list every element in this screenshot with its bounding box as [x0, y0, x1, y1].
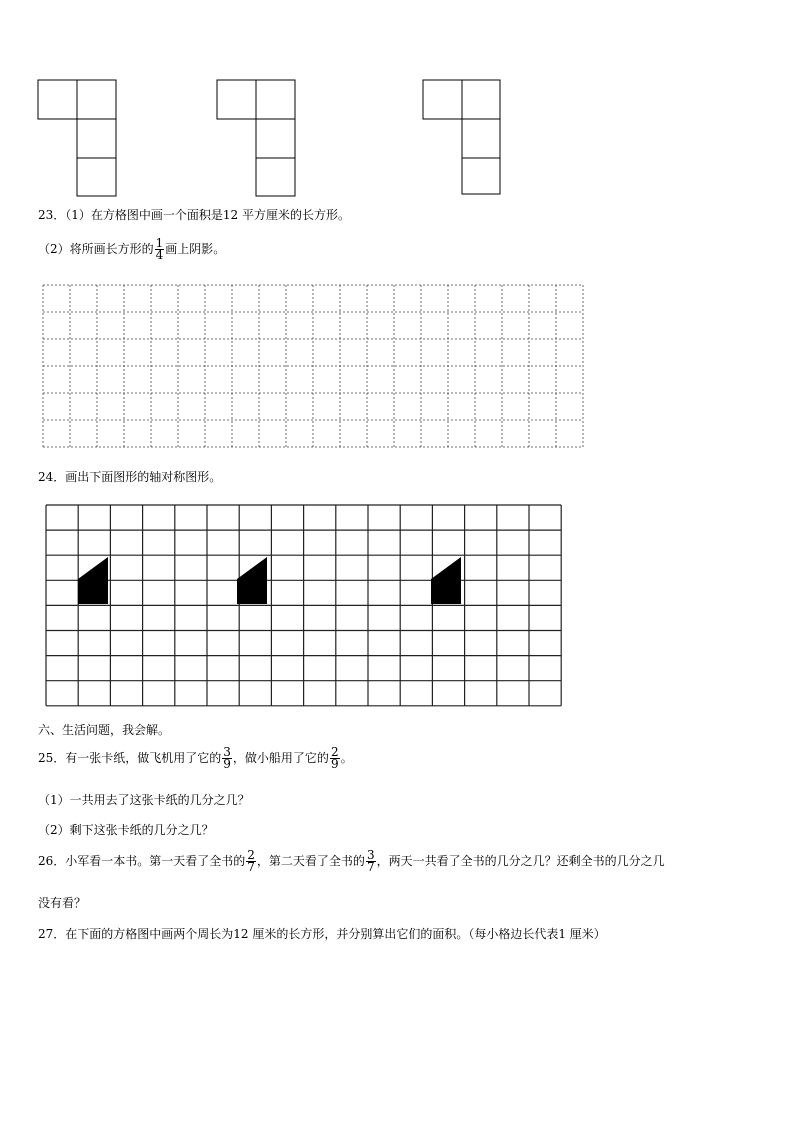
q25-mid: ，做小船用了它的 [232, 751, 329, 765]
grid-q24 [46, 505, 561, 706]
shaded-trapezoid-2 [237, 557, 267, 604]
q23-line2 [38, 238, 225, 261]
fraction-numerator: 1 [155, 236, 164, 250]
fraction-one-quarter [155, 238, 165, 261]
net-figure-3 [423, 80, 500, 194]
fraction-three-ninths [222, 747, 232, 770]
q25-question [38, 747, 353, 770]
dashed-grid-q23 [43, 285, 583, 447]
fraction-denominator: 9 [223, 757, 231, 771]
section6-title: 六、生活问题，我会解。 [38, 723, 171, 737]
q26-line2: 没有看？ [38, 896, 87, 910]
shaded-trapezoid-1 [78, 557, 108, 604]
fraction-two-ninths [330, 747, 340, 770]
fraction-three-sevenths [366, 850, 376, 873]
q26-question [38, 850, 665, 873]
q25-post: 。 [340, 751, 353, 765]
shaded-trapezoid-3 [431, 557, 461, 604]
fraction-numerator: 2 [247, 848, 255, 862]
q26-pre: 26．小军看一本书。第一天看了全书的 [38, 854, 246, 868]
fraction-denominator: 7 [366, 860, 375, 874]
q26-post: ，两天一共看了全书的几分之几？还剩全书的几分之几 [376, 854, 665, 868]
q26-mid: ，第二天看了全书的 [256, 854, 365, 868]
fraction-numerator: 2 [330, 745, 339, 759]
fraction-denominator: 9 [330, 757, 339, 771]
q25-sub1: （1）一共用去了这张卡纸的几分之几？ [38, 793, 250, 807]
q23-line2-post: 画上阴影。 [165, 242, 226, 256]
fraction-numerator: 3 [223, 745, 231, 759]
net-figure-1 [38, 80, 116, 196]
fraction-numerator: 3 [366, 848, 375, 862]
net-figure-2 [217, 80, 295, 196]
fraction-denominator: 4 [155, 248, 164, 262]
q23-line2-pre: （2）将所画长方形的 [38, 242, 154, 256]
q25-sub2: （2）剩下这张卡纸的几分之几？ [38, 823, 214, 837]
q24-text: 24．画出下面图形的轴对称图形。 [38, 470, 222, 484]
fraction-denominator: 7 [247, 860, 255, 874]
q23-line1: 23．（1）在方格图中画一个面积是12 平方厘米的长方形。 [38, 208, 350, 222]
q27-text: 27．在下面的方格图中画两个周长为12 厘米的长方形，并分别算出它们的面积。（每小格边长代表1 厘米） [38, 927, 606, 941]
q25-pre: 25．有一张卡纸，做飞机用了它的 [38, 751, 222, 765]
fraction-two-sevenths [246, 850, 256, 873]
